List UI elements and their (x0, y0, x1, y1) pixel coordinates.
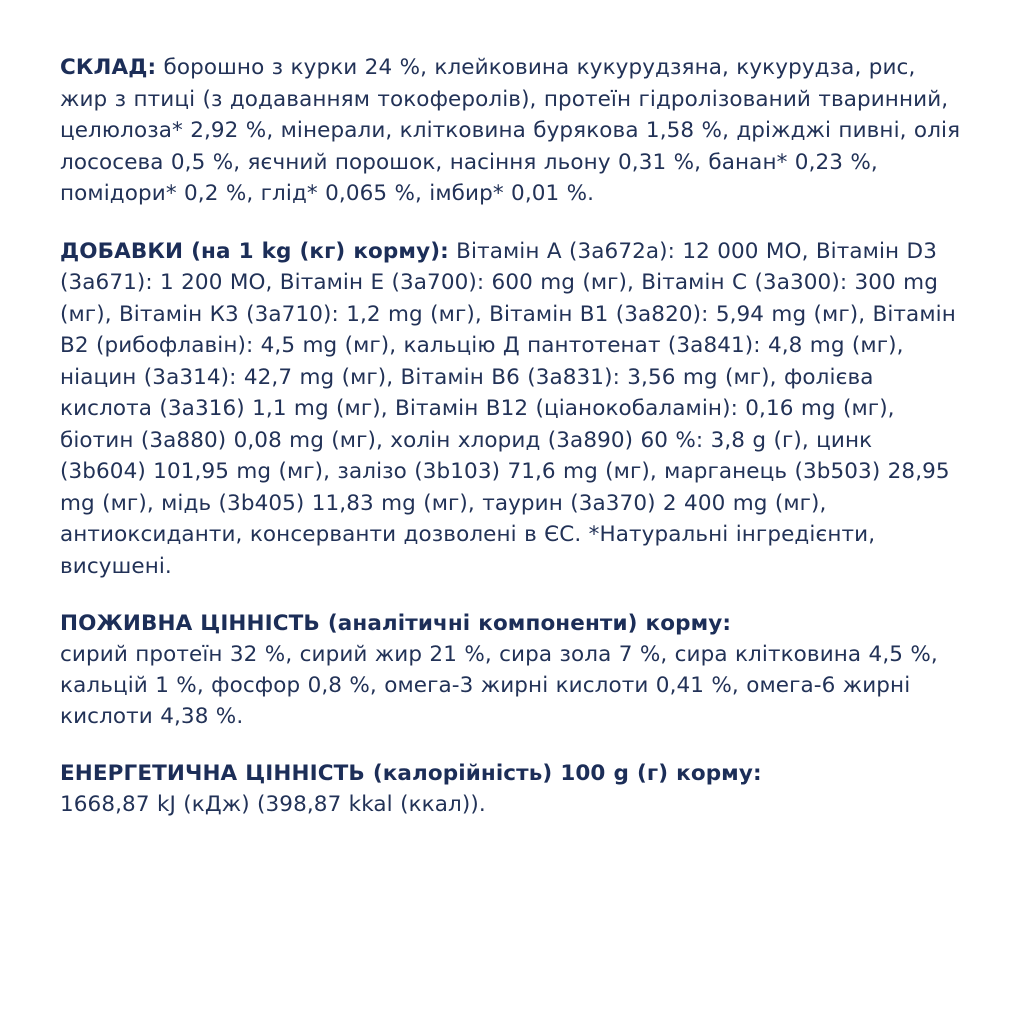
energy-body: 1668,87 kJ (кДж) (398,87 kkal (ккал)). (60, 792, 486, 817)
energy-section (60, 758, 964, 820)
composition-section (60, 52, 968, 210)
composition-heading: СКЛАД: (60, 55, 157, 80)
additives-paragraph (60, 236, 964, 583)
additives-heading: ДОБАВКИ (на 1 kg (кг) корму): (60, 238, 449, 264)
nutrition-body: сирий протеїн 32 %, сирий жир 21 %, сира зола 7 %, сира клітковина 4,5 %, кальцій 1 %, фосфор 0,8 %, омега-3 жирні кислоти 0,41 %, омега-6 жирні кислоти 4,38 %. (60, 642, 946, 729)
nutrition-section (60, 608, 964, 732)
energy-heading: ЕНЕРГЕТИЧНА ЦІННІСТЬ (калорійність) 100 g (г) корму: (60, 761, 762, 786)
additives-section (60, 236, 964, 583)
additives-body: Вітамін А (3а672а): 12 000 МО, Вітамін D3 (3а671): 1 200 МО, Вітамін Е (3а700): 600 mg (мг), Вітамін С (3а300): 300 mg (мг), Вітамін К3 (3а710): 1,2 mg (мг), Вітамін В1 (3а820): 5,94 mg (мг), Вітамін В2 (рибофлавін): 4,5 mg (мг), кальцію Д пантотенат (3а841): 4,8 mg (мг), ніацин (3а314): 42,7 mg (мг), Вітамін В6 (3а831): 3,56 mg (мг), фолієва кислота (3а316) 1,1 mg (мг), Вітамін В12 (ціанокобаламін): 0,16 mg (мг), біотин (3а880) 0,08 mg (мг), холін хлорид (3а890) 60 %: 3,8 g (г), цинк (3b604) 101,95 mg (мг), залізо (3b103) 71,6 mg (мг), марганець (3b503) 28,95 mg (мг), мідь (3b405) 11,83 mg (мг), таурин (3а370) 2 400 mg (мг), антиоксиданти, консерванти дозволені в ЄС. *Натуральні інгредієнти, висушені. (60, 238, 964, 579)
composition-body: борошно з курки 24 %, клейковина кукурудзяна, кукурудза, рис, жир з птиці (з додаванням токоферолів), протеїн гідролізований тваринний, целюлоза* 2,92 %, мінерали, клітковина бурякова 1,58 %, дріжджі пивні, олія лососева 0,5 %, яєчний порошок, насіння льону 0,31 %, банан* 0,23 %, помідори* 0,2 %, глід* 0,065 %, імбир* 0,01 %. (60, 55, 968, 206)
nutrition-heading: ПОЖИВНА ЦІННІСТЬ (аналітичні компоненти) корму: (60, 611, 732, 636)
composition-paragraph (60, 52, 968, 210)
